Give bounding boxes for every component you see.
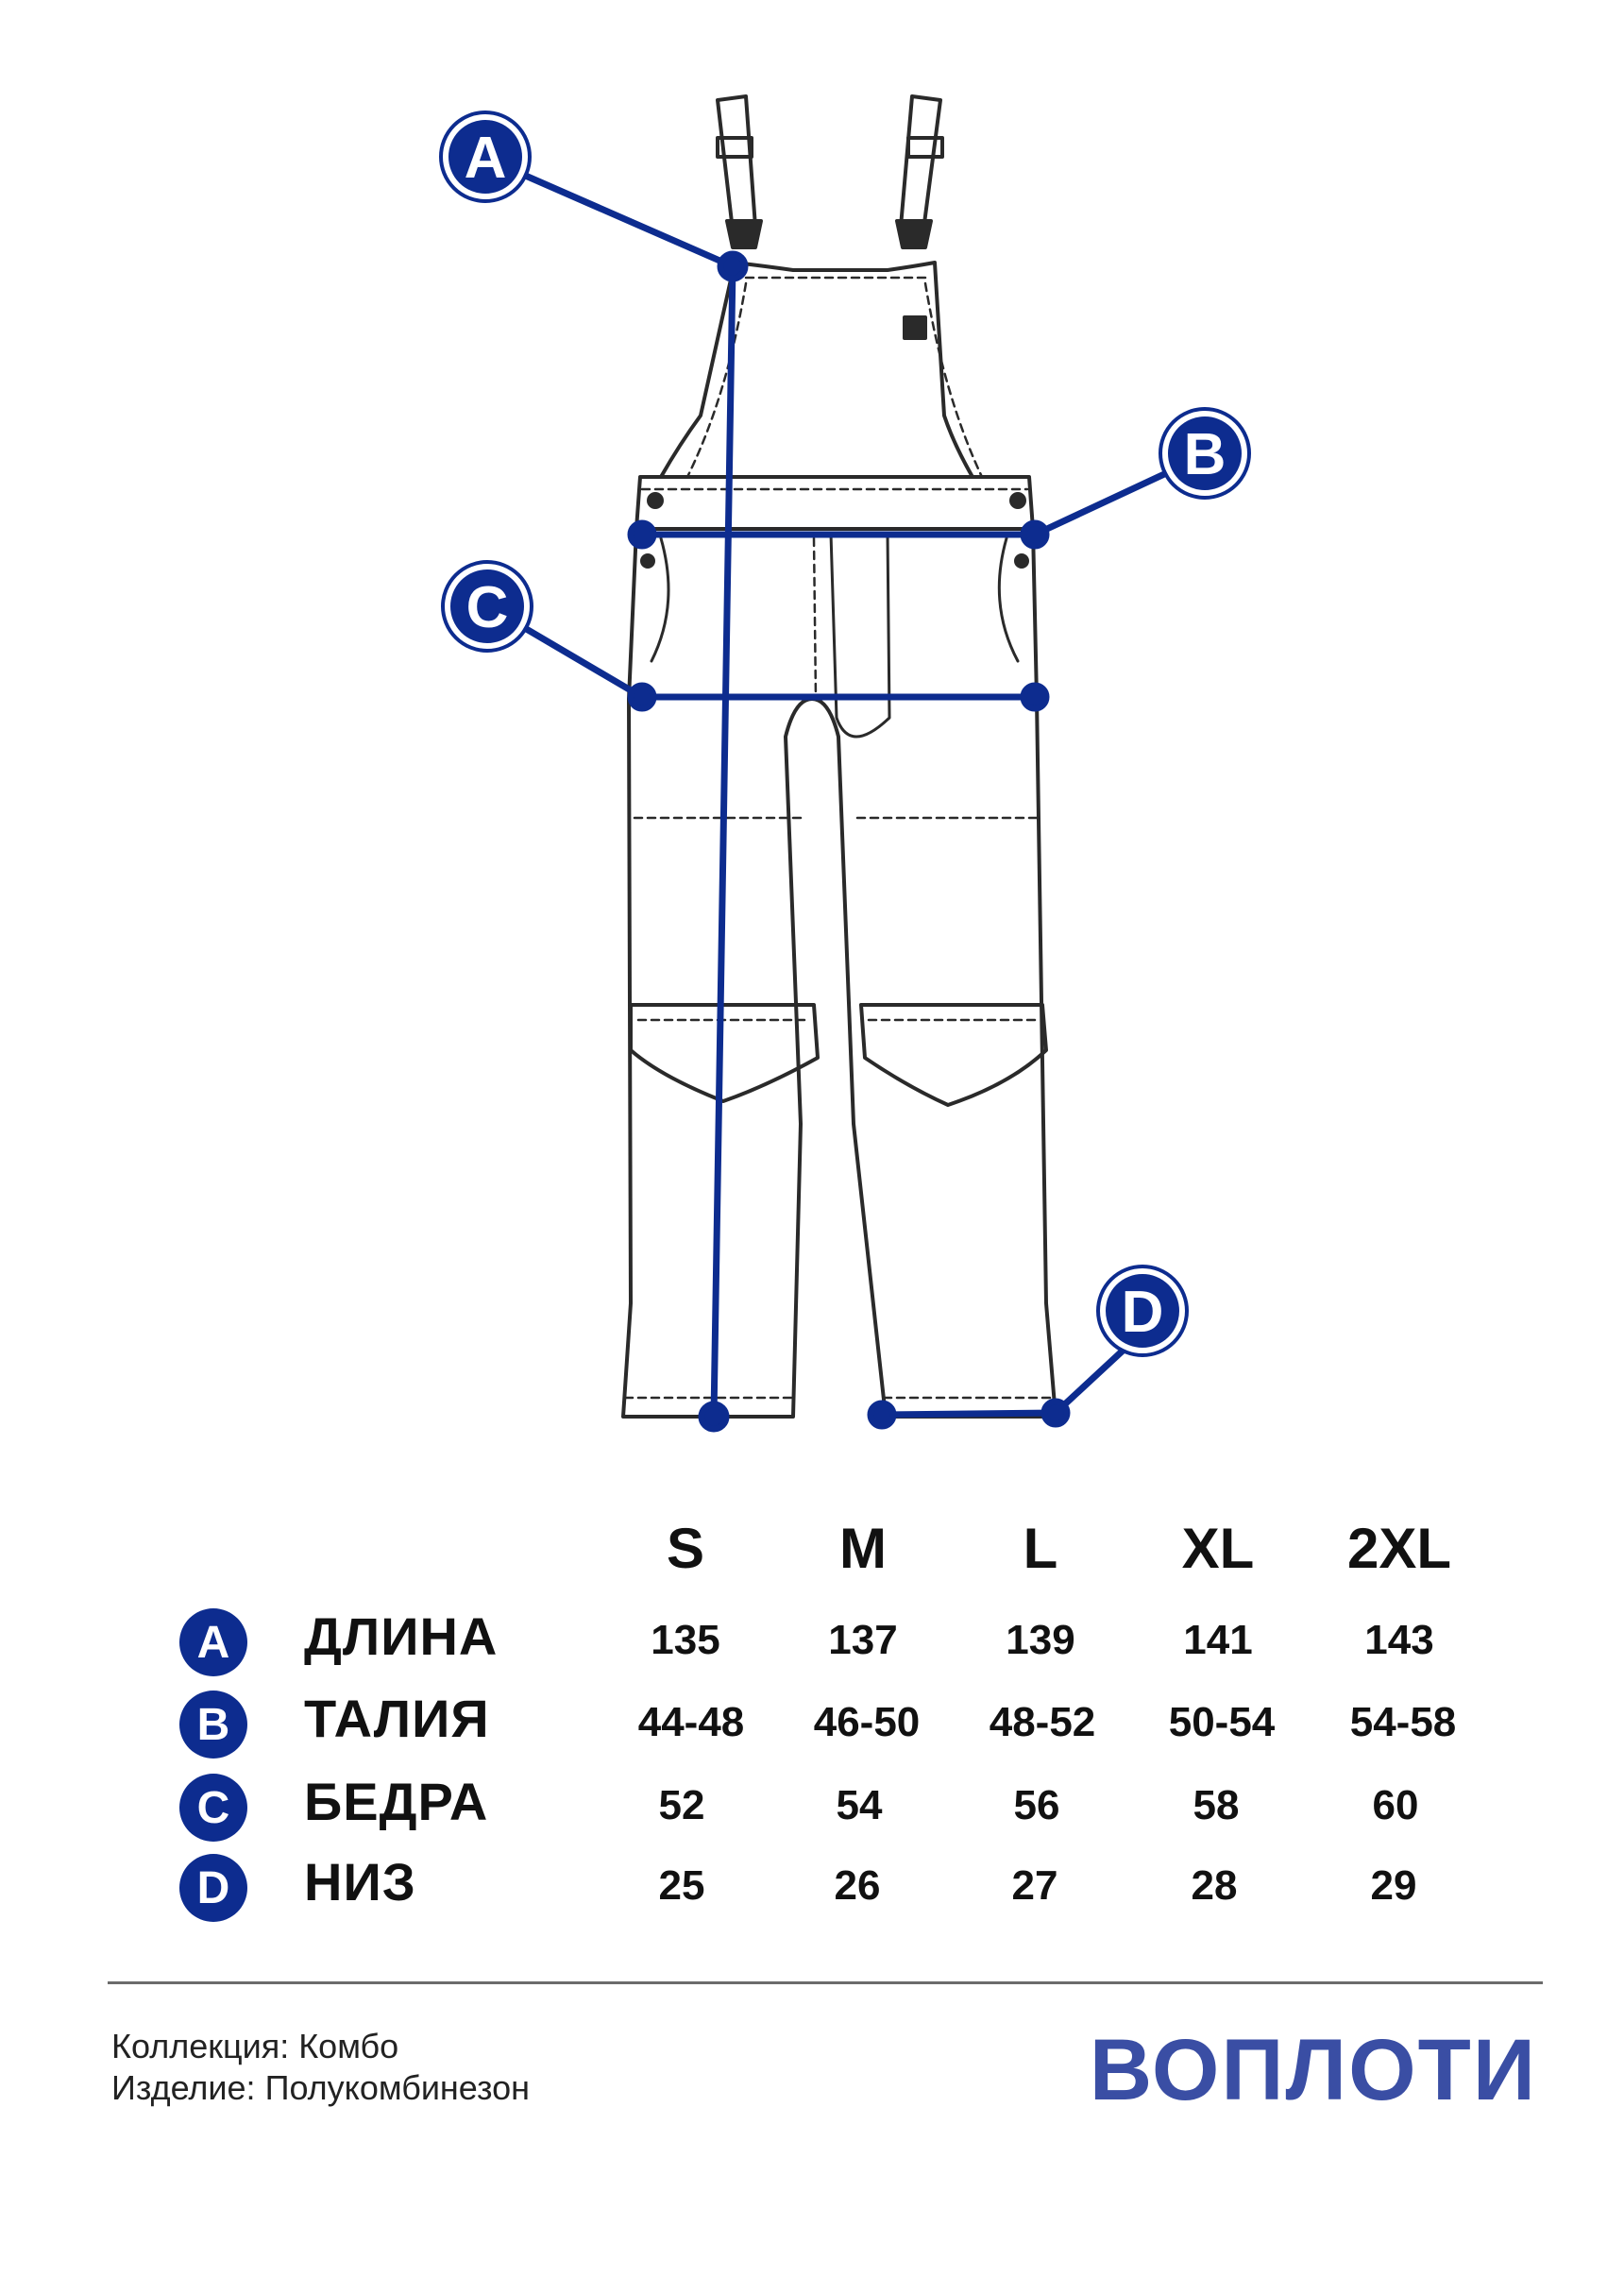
bib	[661, 263, 973, 477]
table-cell: 50-54	[1168, 1699, 1276, 1745]
svg-text:B: B	[1183, 422, 1226, 487]
measure-point-d-left	[871, 1403, 893, 1426]
svg-text:D: D	[1121, 1280, 1164, 1345]
bib-seam-left	[687, 283, 746, 477]
footer-divider	[108, 1981, 1543, 1984]
table-cell: 27	[1011, 1862, 1058, 1909]
marker-c	[443, 562, 532, 651]
measure-point-b-left	[631, 523, 653, 546]
size-header-s: S	[666, 1517, 705, 1580]
measure-point-b-right	[1023, 523, 1046, 546]
table-cell: 139	[1006, 1617, 1075, 1663]
right-pocket	[999, 538, 1018, 661]
marker-b	[1160, 409, 1249, 498]
size-header-m: M	[839, 1517, 887, 1580]
measure-point-c-left	[631, 686, 653, 708]
right-strap-buckle	[908, 138, 942, 157]
row-badge-a: A	[179, 1608, 247, 1676]
measure-point-d-right	[1044, 1402, 1067, 1424]
bib-seam-right	[925, 283, 982, 477]
right-strap-clip	[897, 221, 931, 247]
collection-text: Коллекция: Комбо	[111, 2027, 399, 2065]
measure-point-c-right	[1023, 686, 1046, 708]
table-cell: 141	[1183, 1617, 1253, 1663]
table-cell: 48-52	[989, 1699, 1096, 1745]
table-cell: 46-50	[813, 1699, 921, 1745]
bib-pocket-label	[905, 317, 925, 338]
table-cell: 60	[1372, 1782, 1419, 1828]
svg-text:A: A	[464, 126, 507, 191]
measure-point-a-top	[720, 254, 745, 279]
table-cell: 143	[1364, 1617, 1434, 1663]
measure-point-a-bottom	[702, 1404, 726, 1429]
item-text: Изделие: Полукомбинезон	[111, 2068, 531, 2107]
row-badge-b: B	[179, 1691, 247, 1759]
fly-stitch	[814, 538, 816, 699]
marker-d	[1098, 1266, 1187, 1355]
left-pocket	[651, 538, 668, 661]
table-cell: 54	[836, 1782, 883, 1828]
waist-button-right	[1011, 494, 1024, 507]
table-cell: 135	[651, 1617, 720, 1663]
row-label-hips: БЕДРА	[304, 1772, 489, 1831]
table-cell: 29	[1370, 1862, 1417, 1909]
brand-logo: ВОПЛОТИ	[1089, 2022, 1537, 2118]
row-badge-d: D	[179, 1854, 247, 1922]
left-strap	[718, 96, 755, 230]
size-header-2xl: 2XL	[1346, 1517, 1452, 1580]
measure-line-a	[714, 266, 733, 1417]
table-cell: 26	[834, 1862, 881, 1909]
row-badge-c: C	[179, 1774, 247, 1842]
table-cell: 25	[658, 1862, 705, 1909]
table-cell: 58	[1193, 1782, 1240, 1828]
table-cell: 44-48	[637, 1699, 745, 1745]
waist-button-left	[649, 494, 662, 507]
measure-line-d	[882, 1413, 1056, 1415]
table-cell: 52	[658, 1782, 705, 1828]
leader-a	[491, 161, 733, 266]
svg-text:C: C	[465, 575, 509, 640]
measurement-lines	[491, 161, 1205, 1429]
size-header-l: L	[1023, 1517, 1058, 1580]
waistband	[636, 477, 1033, 529]
marker-a	[441, 112, 530, 201]
table-cell: 54-58	[1349, 1699, 1457, 1745]
pocket-rivet-left	[642, 555, 653, 567]
table-cell: 137	[828, 1617, 898, 1663]
right-strap	[901, 96, 940, 230]
overalls-outline	[623, 96, 1056, 1417]
table-cell: 56	[1013, 1782, 1060, 1828]
row-label-waist: ТАЛИЯ	[304, 1689, 490, 1748]
size-header-xl: XL	[1181, 1517, 1255, 1580]
left-strap-clip	[727, 221, 761, 247]
row-label-length: ДЛИНА	[304, 1606, 499, 1666]
table-cell: 28	[1191, 1862, 1238, 1909]
pocket-rivet-right	[1016, 555, 1027, 567]
trousers	[623, 529, 1056, 1417]
row-label-hem: НИЗ	[304, 1852, 416, 1912]
